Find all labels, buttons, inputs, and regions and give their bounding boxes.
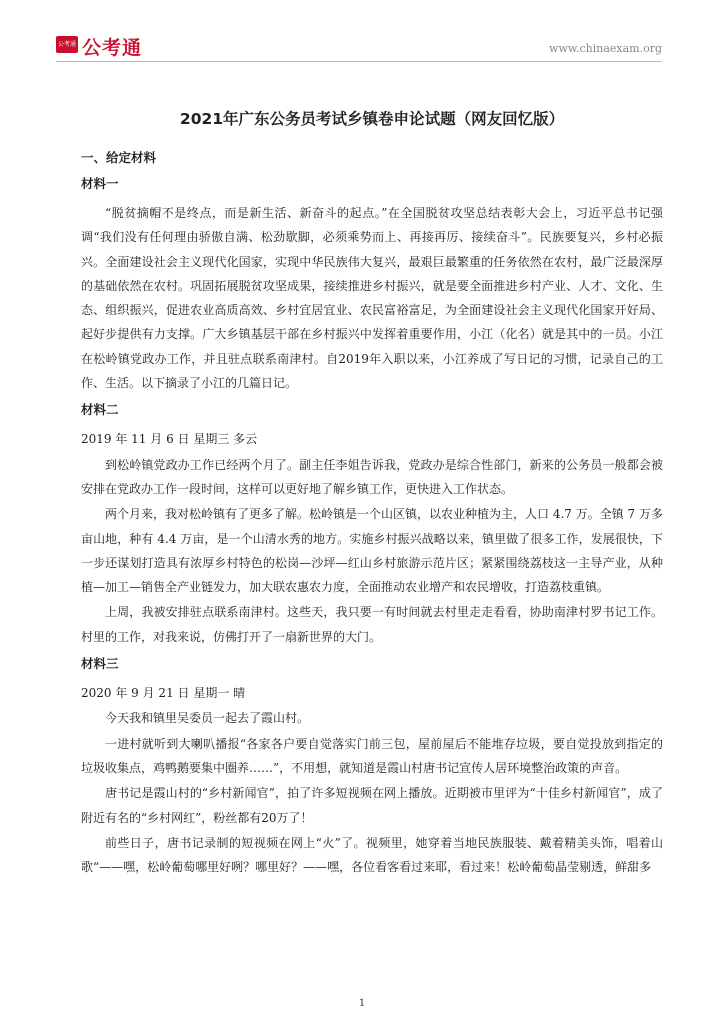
material3-paragraph-1: 今天我和镇里吴委员一起去了霞山村。 <box>105 711 310 726</box>
material2-paragraph-2: 两个月来，我对松岭镇有了更多了解。松岭镇是一个山区镇，以农业种植为主，人口 4.7 万。全镇 7 万多亩山地，种有 4.4 万亩，是一个山清水秀的地方。实施乡村振兴战略以来，镇里做了很多工作，发展很快，下一步还谋划打造具有浓厚乡村特色的松岗—沙坪—红山乡村旅游示范片区；紧紧围绕荔枝这一主导产业，从种植—加工—销售全产业链发力，加大联农惠农力度，全面推动农业增产和农民增收，打造荔枝重镇。 <box>81 507 663 595</box>
document-title: 2021年广东公务员考试乡镇卷申论试题（网友回忆版） <box>179 110 565 128</box>
material2-heading: 材料二 <box>81 402 119 418</box>
material3-paragraph-4: 前些日子，唐书记录制的短视频在网上“火”了。视频里，她穿着当地民族服装、戴着精美头饰，唱着山歌“——嘿，松岭葡萄哪里好咧？哪里好？——嘿，各位看客看过来耶，看过来！松岭葡萄晶莹剔透，鲜甜多 <box>81 835 663 875</box>
document-body <box>81 108 663 880</box>
page-header <box>0 0 724 66</box>
section-heading: 一、给定材料 <box>81 150 157 165</box>
material2-paragraph-3: 上周，我被安排驻点联系南津村。这些天，我只要一有时间就去村里走走看看，协助南津村罗书记工作。村里的工作，对我来说，仿佛打开了一扇新世界的大门。 <box>81 605 663 644</box>
site-url[interactable]: www.chinaexam.org <box>549 42 662 55</box>
material2-date: 2019 年 11 月 6 日 星期三 多云 <box>81 432 258 447</box>
header-divider <box>56 61 662 62</box>
material1-paragraph: “脱贫摘帽不是终点，而是新生活、新奋斗的起点。”在全国脱贫攻坚总结表彰大会上，习近平总书记强调“我们没有任何理由骄傲自满、松劲歇脚，必须乘势而上、再接再厉、接续奋斗”。民族要复兴，乡村必振兴。全面建设社会主义现代化国家，实现中华民族伟大复兴，最艰巨最繁重的任务依然在农村，最广泛最深厚的基础依然在农村。巩固拓展脱贫攻坚成果，接续推进乡村振兴，就是要全面推进乡村产业、人才、文化、生态、组织振兴，促进农业高质高效、乡村宜居宜业、农民富裕富足，为全面建设社会主义现代化国家开好局、起好步提供有力支撑。广大乡镇基层干部在乡村振兴中发挥着重要作用，小江（化名）就是其中的一员。小江在松岭镇党政办工作，并且驻点联系南津村。自2019年入职以来，小江养成了写日记的习惯，记录自己的工作、生活。以下摘录了小江的几篇日记。 <box>81 206 663 391</box>
material3-heading: 材料三 <box>81 656 119 672</box>
brand-logo-text: 公考通 <box>82 37 143 59</box>
material3-paragraph-3: 唐书记是霞山村的“乡村新闻官”，拍了许多短视频在网上播放。近期被市里评为“十佳乡村新闻官”，成了附近有名的“乡村网红”，粉丝都有20万了！ <box>81 786 663 825</box>
material1-heading: 材料一 <box>81 176 119 191</box>
material3-paragraph-2: 一进村就听到大喇叭播报“各家各户要自觉落实门前三包，屋前屋后不能堆存垃圾，要自觉投放到指定的垃圾收集点，鸡鸭鹅要集中圈养……”，不用想，就知道是霞山村唐书记宣传人居环境整治政策的声音。 <box>81 736 663 775</box>
logo-icon: 公考通 <box>56 36 78 53</box>
material3-date: 2020 年 9 月 21 日 星期一 晴 <box>81 686 246 701</box>
page-number: 1 <box>358 998 366 1009</box>
material2-paragraph-1: 到松岭镇党政办工作已经两个月了。副主任李姐告诉我，党政办是综合性部门，新来的公务员一般都会被安排在党政办工作一段时间，这样可以更好地了解乡镇工作，更快进入工作状态。 <box>81 457 663 496</box>
